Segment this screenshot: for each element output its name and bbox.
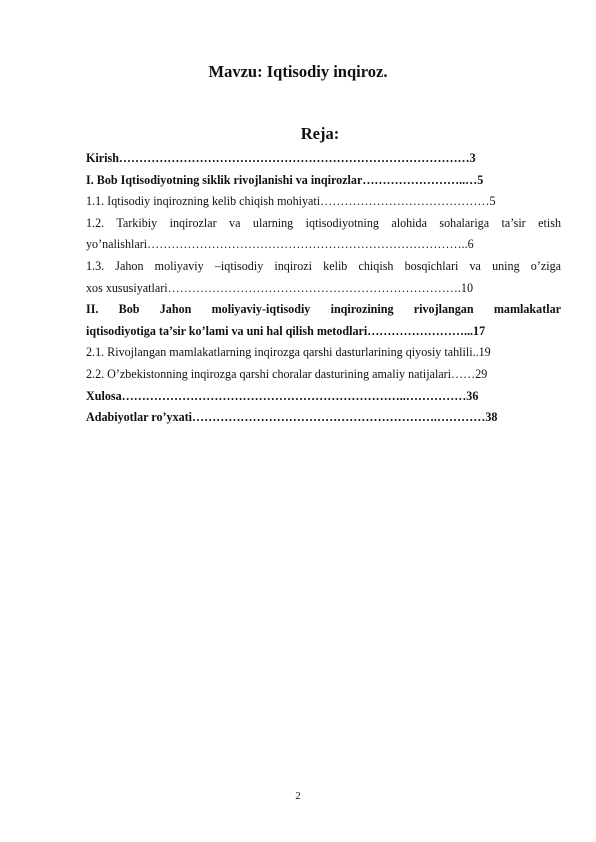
toc-line: 1.1. Iqtisodiy inqirozning kelib chiqish mohiyati……………………………………5	[86, 194, 496, 209]
table-of-contents	[86, 148, 561, 429]
toc-line: 2.1. Rivojlangan mamlakatlarning inqirozga qarshi dasturlarining qiyosiy tahlili..19	[86, 345, 491, 360]
toc-line: I. Bob Iqtisodiyotning siklik rivojlanishi va inqirozlar……………………..…5	[86, 172, 484, 187]
page-number: 2	[295, 790, 301, 802]
page-title: Mavzu: Iqtisodiy inqiroz.	[208, 62, 388, 81]
toc-line: 2.2. O’zbekistonning inqirozga qarshi choralar dasturining amaliy natijalari……29	[86, 366, 488, 381]
toc-line: 1.2. Tarkibiy inqirozlar va ularning iqtisodiyotning alohida sohalariga ta’sir etish	[86, 215, 561, 230]
plan-heading: Reja:	[300, 124, 340, 143]
toc-line: yo’nalishlari……………………………………………………………………..6	[86, 237, 474, 252]
toc-line: Adabiyotlar ro’yxati…………………………………………………….…………38	[86, 410, 498, 425]
toc-line: iqtisodiyotiga ta’sir ko’lami va uni hal qilish metodlari……………………...17	[86, 323, 486, 338]
toc-line: II. Bob Jahon moliyaviy-iqtisodiy inqirozining rivojlangan mamlakatlar	[86, 302, 561, 317]
toc-line: xos xususiyatlari……………………………………………………………….10	[86, 280, 473, 295]
toc-line: 1.3. Jahon moliyaviy –iqtisodiy inqirozi kelib chiqish bosqichlari va uning o’ziga	[86, 258, 561, 273]
toc-line: Kirish……………………………………………………………………………3	[86, 151, 476, 165]
toc-line: Xulosa……………………………………………………………..……………36	[86, 388, 479, 403]
